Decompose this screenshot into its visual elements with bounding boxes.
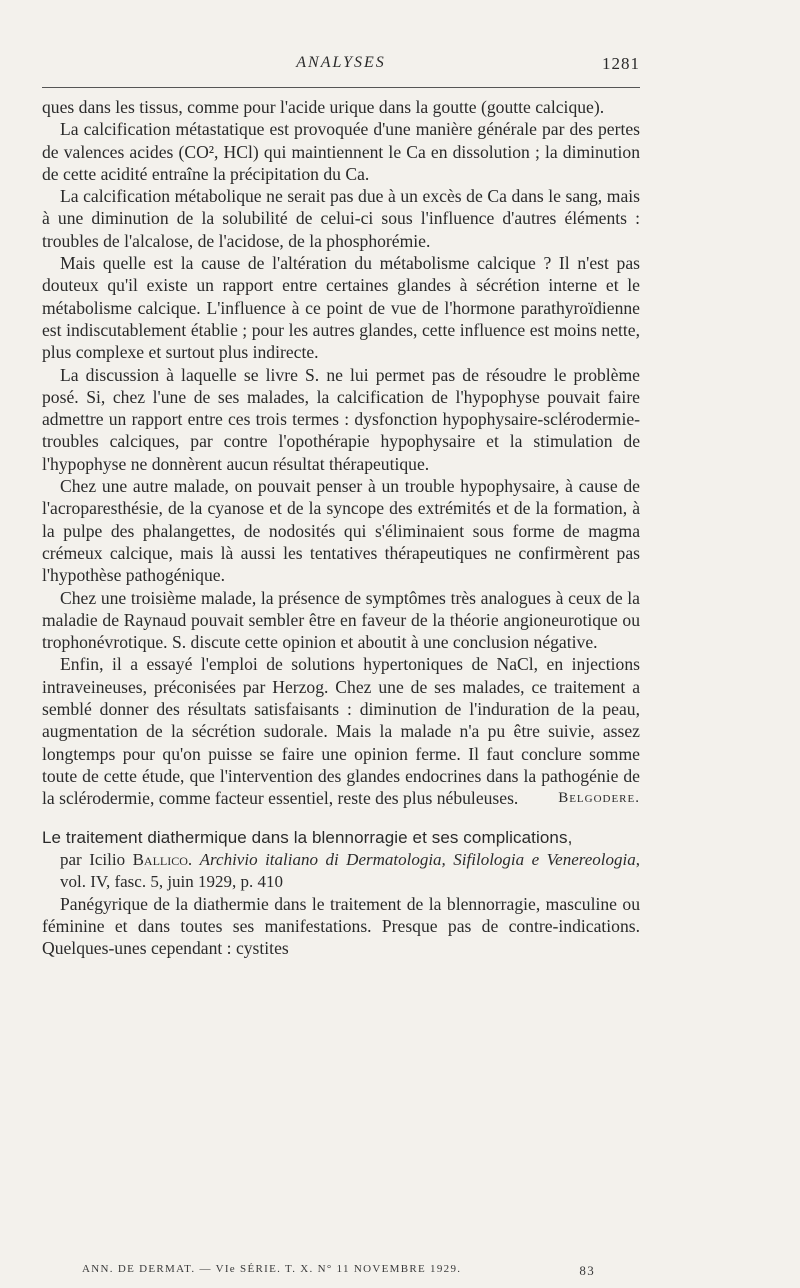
footer-journal-info: ANN. DE DERMAT. — VIe SÉRIE. T. X. N° 11 NOVEMBRE 1929. — [82, 1263, 462, 1275]
byline-separator: . — [187, 849, 200, 869]
paragraph-2: La calcification métastatique est provoquée d'une manière générale par des pertes de valences acides (CO², HCl) qui maintiennent le Ca en dissolution ; la diminution de cette acidité entraîne la précipitation du Ca. — [42, 119, 640, 184]
footer-signature-mark: 83 — [579, 1263, 595, 1278]
article-title: Le traitement diathermique dans la blennorragie et ses complications, — [42, 827, 573, 847]
paragraph-4: Mais quelle est la cause de l'altération du métabolisme calcique ? Il n'est pas douteux qu'il existe un rapport entre certaines glandes à sécrétion interne et le métabolisme calcique. L'influence à ce point de vue de l'hormone parathyroïdienne est indiscutablement établie ; pour les autres glandes, cette influence est moins nette, plus complexe et surtout plus indirecte. — [42, 253, 640, 363]
paragraph-3: La calcification métabolique ne serait pas due à un excès de Ca dans le sang, mais à une diminution de la solubilité de celui-ci sous l'influence d'autres éléments : troubles de l'alcalose, de l'acidose, de la phosphorémie. — [42, 186, 640, 251]
article2-paragraph: Panégyrique de la diathermie dans le traitement de la blennorragie, masculine ou féminine et dans toutes ses manifestations. Presque pas de contre-indications. Quelques-unes cependant : cystites — [42, 893, 640, 959]
byline-prefix: par Icilio — [60, 849, 133, 869]
running-head — [42, 54, 640, 80]
page-number: 1281 — [602, 54, 640, 73]
paragraph-1: ques dans les tissus, comme pour l'acide urique dans la goutte (goutte calcique). — [42, 97, 605, 117]
paragraph-5: La discussion à laquelle se livre S. ne lui permet pas de résoudre le problème posé. Si, chez l'une de ses malades, la calcification de l'hypophyse pouvait faire admettre un rapport entre ces trois termes : dysfonction hypophysaire-sclérodermie-troubles calciques, par contre l'opothérapie hypophysaire et la stimulation de l'hypophyse ne donnèrent aucun résultat thérapeutique. — [42, 364, 640, 474]
byline-journal: Archivio italiano di Dermatologia, Sifilologia e Venereologia — [199, 849, 636, 869]
paragraph-8: Enfin, il a essayé l'emploi de solutions hypertoniques de NaCl, en injections intraveineuses, préconisées par Herzog. Chez une de ses malades, ce traitement a semblé donner des résultats satisfaisants : diminution de l'induration de la peau, augmentation de la sécrétion sudorale. Mais la malade n'a pu être suivie, assez longtemps pour qu'on puisse se faire une opinion ferme. Il faut conclure somme toute de cette étude, que l'intervention des glandes endocrines dans la pathogénie de la sclérodermie, comme facteur essentiel, reste des plus nébuleuses. — [42, 654, 640, 809]
paragraph-6: Chez une autre malade, on pouvait penser à un trouble hypophysaire, à cause de l'acroparesthésie, de la cyanose et de la syncope des extrémités et de la formation, à la pulpe des phalangettes, de nodosités qui s'éliminaient sous forme de magma crémeux calcique, mais là aussi les tentatives thérapeutiques ne confirmèrent pas l'hypothèse pathogénique. — [42, 476, 640, 586]
signature: Belgodere. — [558, 790, 640, 807]
running-head-title: ANALYSES — [296, 54, 386, 71]
paragraph-7: Chez une troisième malade, la présence de symptômes très analogues à ceux de la maladie de Raynaud pouvait sembler être en faveur de la théorie angioneurotique ou trophonévrotique. S. discute cette opinion et aboutit à une conclusion négative. — [42, 587, 640, 653]
article-byline — [42, 849, 640, 893]
page-body — [42, 96, 640, 959]
header-rule — [42, 87, 640, 88]
byline-author: Ballico — [132, 849, 188, 869]
byline-citation: , vol. IV, fasc. 5, juin 1929, p. 410 — [60, 849, 640, 891]
